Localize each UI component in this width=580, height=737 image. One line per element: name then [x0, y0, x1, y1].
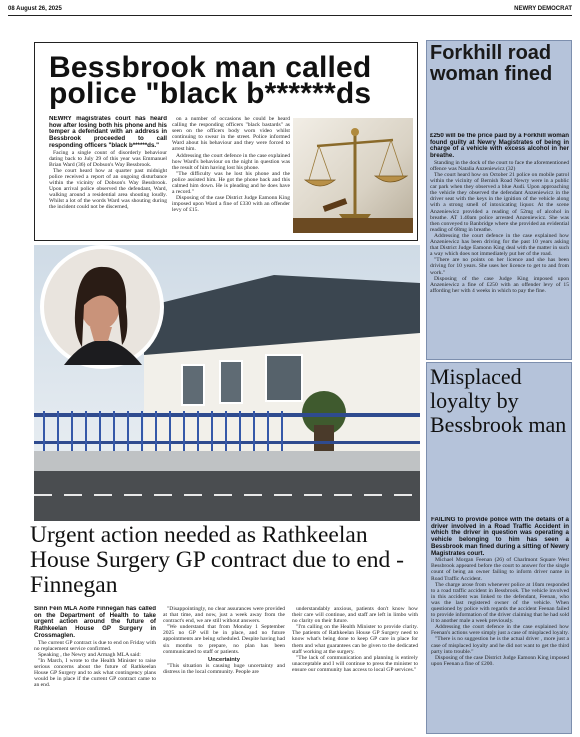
loyalty-intro: FAILING to provide police with the details of a driver involved in a Road Traffic Accident in which the driver in question was operating a vehicle belonging to him has seen a Bessbrook man fined during a sitting of Newry Magistrates court. [431, 517, 569, 557]
scales-icon [293, 118, 413, 233]
lead-paragraph: on a number of occasions he could be heard calling the responding officers "black bastards" as seen on the officers body worn video whilst continuing to swear in the street. Police informed Ward about his behaviour and they were forced to arrest him. [172, 116, 290, 153]
forkhill-story-box [426, 40, 572, 360]
loyalty-paragraph: The charge arose from whenever police at 10am responded to a road traffic accident in Bessbrook. The vehicle involved in this accident was linked to the defendant, Feenan, who was the last registered owner of the vehicle. When questioned by police with regards the accident Feenan failed to provide information of the driver claiming that he had sold it to another male a week previously. [431, 581, 569, 625]
forkhill-intro: £250 will be the price paid by a Forkhill woman found guilty at Newry Magistrates of being in charge of a vehicle with excess alcohol in her breathe. [430, 133, 569, 160]
lead-intro: NEWRY magistrates court has heard how after losing both his phone and his temper a defendant with an address in Bessbrook proceeded to call responding officers "black b******ds." [49, 116, 167, 149]
surgery-column-3 [292, 606, 418, 734]
forkhill-paragraph: "There are no points on her licence and she has been driving for 10 years. She uses her licence to get to and from work." [430, 257, 569, 276]
surgery-paragraph: "The lack of communication and planning is entirely unacceptable and I will continue to press the minister to ensure our community has access to local GP services." [292, 654, 418, 673]
issue-date: 08 August 26, 2025 [8, 6, 62, 12]
scales-of-justice-image [293, 118, 413, 233]
right-sidebar [426, 40, 572, 734]
forkhill-paragraph: Disposing of the case Judge King imposed upon Anzeniewicz a fine of £250 with an offender levy of 15 affording her with 4 weeks in which to pay the fine. [430, 275, 569, 294]
lead-paragraph: The court heard how at quarter past midnight police received a report of an ongoing disturbance within the vicinity of Dobson's Way Bessbrook. Upon arrival police observed the defendant, Ward, walking around a residential area shouting loudly. Whilst a lot of the words Ward was shouting during the incident could not be discerned, [49, 167, 167, 211]
loyalty-headline: Misplaced loyalty by Bessbrook man [430, 364, 567, 437]
surgery-subhead: Uncertainty [208, 656, 240, 663]
surgery-paragraph: "This situation is causing huge uncertainty and distress in the local community. People are [163, 662, 285, 675]
lead-column-2 [172, 116, 290, 240]
surgery-paragraph: "In March, I wrote to the Health Minister to raise serious concerns about the future of Rathkeelan House GP Surgery and to ask what contingency plans would be in place if the current GP contract came to an end. [34, 657, 156, 689]
page-header-bar [8, 5, 572, 16]
lead-column-1 [49, 116, 167, 240]
forkhill-paragraph: Addressing the court defence in the case explained how Anzeniewicz has been driving for the past 10 years asking that District Judge Eamonn King deal with the matter in such a way which does not immediately put her of the road. [430, 232, 569, 258]
loyalty-story-box [426, 362, 572, 734]
surgery-paragraph: "I'm calling on the Health Minister to provide clarity. The patients of Rathkeelan House GP Surgery need to know what's being done to keep GP care in place for them and what guarantees can be given to the dedicated staff working at the surgery. [292, 624, 418, 655]
surgery-paragraph: understandably anxious, patients don't know how their care will continue, and staff are left in limbo with no clarity on their future. [292, 606, 418, 625]
surgery-paragraph: Speaking , the Newry and Armagh MLA said: [38, 651, 141, 658]
lead-paragraph: "The difficulty was he lost his phone and the police assisted him. He got the phone back and this calmed him down. He is pleading and he does have a record." [172, 170, 290, 196]
lead-paragraph: Facing a single count of disorderly behaviour dating back to July 29 of this year was Emmanuel Brian Ward (36) of Dobson's Way Bessbrook. [49, 149, 167, 168]
surgery-paragraph: "Disappointingly, no clear assurances were provided at that time, and now, just a week away from the contract's end, we are still without answers. [163, 606, 285, 625]
surgery-column-1 [34, 606, 156, 734]
lead-story-box [34, 42, 418, 241]
loyalty-paragraph: "There is no suggestion he is the actual driver , more just a case of misplaced loyalty and he did not want to get the third party into trouble." [431, 636, 569, 655]
forkhill-paragraph: Standing in the dock of the court to face the aforementioned offence was Natalia Anzeniewicz (32) [430, 159, 569, 172]
forkhill-paragraph: The court heard how on October 21 police on mobile patrol within the vicinity of Bernish Road Newry were in a public car park when they observed a blue Audi. Upon approaching the vehicle they observed the defendant Anzeniewicz in the driver seat with the keys in the ignition of the vehicle along with a strong smell of intoxicating liquor. At the scene Anzeniewicz provided a reading of 52mg of alcohol in breathe. AT 1.40am police arrested Anzeniewicz. She was then conveyed to Banbridge where she provided an evidential reading of 68mg in breathe. [430, 172, 569, 233]
photo-illustration [34, 245, 420, 521]
surgery-headline: Urgent action needed as Rathkeelan House Surgery GP contract due to end - Finnegan [30, 522, 404, 598]
forkhill-headline: Forkhill road woman fined [430, 42, 553, 85]
forkhill-body [430, 133, 569, 359]
paper-name: NEWRY DEMOCRAT [514, 6, 572, 12]
lead-paragraph: Addressing the court defence in the case explained how Ward's behaviour on the night in question was the result of him having lost his phone. [172, 152, 290, 171]
loyalty-paragraph: Addressing the court defence in the case explained how Feenan's actions were simply just a case of misplaced loyalty. [431, 624, 569, 637]
surgery-intro: Sinn Féin MLA Aoife Finnegan has called on the Department of Health to take urgent action around the future of Rathkeelan House GP Surgery in Crossmaglen. [34, 606, 156, 639]
surgery-paragraph: The current GP contract is due to end on Friday with no replacement service confirmed. [34, 639, 156, 652]
lead-paragraph: Disposing of the case District Judge Eamonn King imposed upon Ward a fine of £330 with an offender levy of £15. [172, 195, 290, 214]
surgery-building-photo [34, 245, 420, 521]
lead-headline: Bessbrook man called police "black b******ds [49, 51, 372, 110]
surgery-paragraph: "We understand that from Monday 1 September 2025 no GP will be in place, and no future appointments are being scheduled. Despite having had six months to prepare, no plan has been communicated to staff or patients. [163, 624, 285, 655]
loyalty-paragraph: Michael Morgan Feenan (26) of Charlmont Square West Bessbrook appeared before the court to answer for the single count of being an owner failing to inform driver name in Road Traffic Accident. [431, 557, 569, 582]
surgery-column-2 [163, 606, 285, 734]
loyalty-body [431, 517, 569, 732]
loyalty-paragraph: Disposing of the case District Judge Eamonn King imposed upon Feenan a fine of £200. [431, 654, 569, 667]
